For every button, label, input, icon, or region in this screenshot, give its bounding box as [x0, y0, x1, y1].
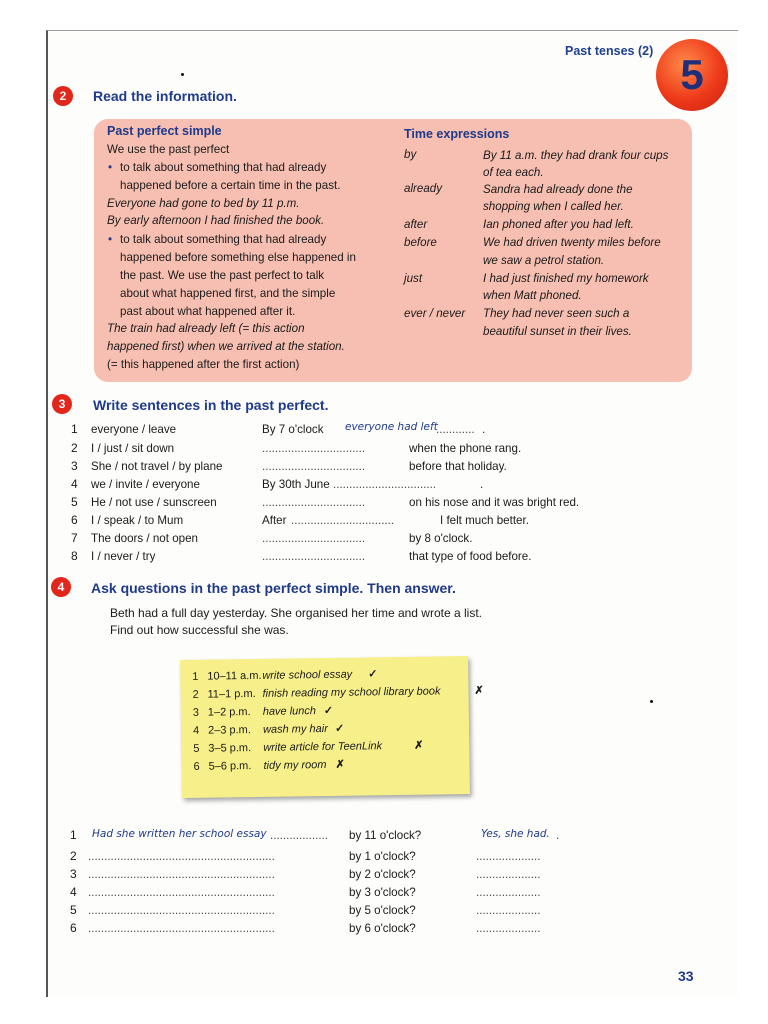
answer-blank: .................. [270, 829, 328, 842]
verb-prompt: I / just / sit down [91, 442, 175, 455]
exercise-number-badge: 3 [52, 394, 72, 414]
note-item-time: 1–2 p.m. [207, 706, 251, 719]
exercise-title: Read the information. [93, 88, 237, 104]
note-item-task: wash my hair [262, 722, 328, 736]
time-expression-word: already [404, 182, 443, 195]
exercise-number-badge: 4 [51, 577, 71, 597]
sentence-end: when the phone rang. [409, 442, 522, 455]
note-item-time: 11–1 p.m. [207, 687, 256, 701]
check-icon: ✓ [334, 722, 345, 735]
verb-prompt: She / not travel / by plane [91, 460, 223, 473]
grammar-text: happened before something else happened in [120, 251, 356, 264]
row-number: 4 [71, 477, 78, 491]
row-number: 4 [70, 885, 77, 899]
row-number: 3 [70, 867, 77, 881]
question-blank[interactable]: .......................................................... [88, 904, 275, 917]
note-item-time: 2–3 p.m. [207, 724, 251, 737]
handwritten-question[interactable]: Had she written her school essay [92, 828, 267, 840]
time-expression-word: before [404, 236, 437, 249]
handwritten-answer[interactable]: everyone had left [345, 421, 438, 433]
verb-prompt: everyone / leave [91, 423, 177, 436]
row-number: 5 [71, 495, 78, 509]
short-answer-blank[interactable]: .................... [476, 850, 541, 863]
sentence-start: By 7 o'clock [262, 423, 324, 436]
sticky-note-list [180, 656, 484, 798]
row-number: 5 [70, 903, 77, 917]
time-expression-word: just [404, 272, 423, 285]
grammar-text: the past. We use the past perfect to talk [120, 269, 325, 282]
note-item-time: 10–11 a.m. [207, 669, 262, 683]
sentence-end: by 8 o'clock. [409, 532, 473, 545]
question-blank[interactable]: .......................................................... [88, 850, 275, 863]
note-item-number: 6 [193, 760, 200, 773]
handwritten-answer[interactable]: Yes, she had. [481, 828, 550, 840]
sentence-end: . [480, 478, 484, 491]
page-number: 33 [678, 968, 694, 984]
sentence-start: After [262, 514, 287, 527]
verb-prompt: we / invite / everyone [91, 478, 200, 491]
time-expression-example: when Matt phoned. [483, 289, 582, 302]
sentence-end: I felt much better. [440, 514, 529, 527]
bullet-icon: • [108, 233, 113, 246]
note-item-time: 3–5 p.m. [208, 742, 252, 755]
grammar-text: happened before a certain time in the past. [120, 179, 341, 192]
time-expression-example: We had driven twenty miles before [483, 236, 661, 249]
grammar-example: happened first) when we arrived at the station. [107, 340, 345, 353]
answer-blank[interactable]: ................................ [291, 514, 395, 527]
verb-prompt: The doors / not open [91, 532, 198, 545]
sentence-start: By 30th June [262, 478, 330, 491]
grammar-heading: Past perfect simple [107, 124, 222, 138]
row-number: 7 [71, 531, 78, 545]
grammar-text: (= this happened after the first action) [107, 358, 300, 371]
verb-prompt: I / speak / to Mum [91, 514, 184, 527]
time-suffix: by 11 o'clock? [349, 829, 422, 842]
short-answer-blank[interactable]: .................... [476, 904, 541, 917]
time-expression-example: beautiful sunset in their lives. [483, 325, 632, 338]
exercise-title: Write sentences in the past perfect. [93, 397, 329, 413]
section-title: Past tenses (2) [565, 44, 654, 58]
answer-blank[interactable]: ................................ [333, 478, 437, 491]
row-number: 8 [71, 549, 78, 563]
question-blank[interactable]: .......................................................... [88, 868, 275, 881]
time-suffix: by 2 o'clock? [349, 868, 416, 881]
time-suffix: by 1 o'clock? [349, 850, 416, 863]
time-expression-word: after [404, 218, 428, 231]
row-number: 3 [71, 459, 78, 473]
row-number: 1 [71, 422, 78, 436]
answer-blank: ............ [436, 423, 475, 436]
verb-prompt: I / never / try [91, 550, 156, 563]
cross-icon: ✗ [335, 758, 345, 771]
time-expression-example: of tea each. [483, 166, 544, 179]
sentence-end: that type of food before. [409, 550, 532, 563]
note-item-task: write school essay [262, 668, 353, 682]
row-number: 1 [70, 828, 77, 842]
answer-end: . [556, 829, 560, 842]
grammar-text: to talk about something that had already [120, 233, 327, 246]
time-suffix: by 5 o'clock? [349, 904, 416, 917]
time-expression-example: we saw a petrol station. [483, 254, 605, 267]
note-item-number: 2 [192, 688, 199, 701]
note-item-number: 3 [192, 706, 199, 719]
grammar-example: The train had already left (= this action [107, 322, 305, 335]
question-blank[interactable]: .......................................................... [88, 922, 275, 935]
exercise-title: Ask questions in the past perfect simple. Then answer. [91, 580, 456, 596]
answer-blank[interactable]: ................................ [262, 532, 366, 545]
row-number: 6 [70, 921, 77, 935]
time-expression-example: shopping when I called her. [483, 200, 624, 213]
grammar-text: past about what happened after it. [120, 305, 296, 318]
instruction-text: Beth had a full day yesterday. She organised her time and wrote a list. [110, 606, 482, 620]
exercise-number-badge: 2 [53, 86, 73, 106]
row-number: 6 [71, 513, 78, 527]
grammar-text: We use the past perfect [107, 143, 230, 156]
note-item-task: finish reading my school library book [262, 685, 441, 700]
speck-mark [650, 700, 653, 703]
sentence-end: on his nose and it was bright red. [409, 496, 580, 509]
instruction-text: Find out how successful she was. [110, 623, 289, 637]
time-expression-example: I had just finished my homework [483, 272, 649, 285]
time-expressions-heading: Time expressions [404, 127, 510, 141]
note-item-number: 5 [193, 742, 200, 755]
grammar-example: Everyone had gone to bed by 11 p.m. [107, 197, 300, 210]
short-answer-blank[interactable]: .................... [476, 922, 541, 935]
note-item-task: write article for TeenLink [263, 740, 383, 754]
time-expression-example: By 11 a.m. they had drank four cups [483, 149, 669, 162]
grammar-text: about what happened first, and the simple [120, 287, 336, 300]
note-item-number: 4 [192, 724, 200, 737]
sentence-end: before that holiday. [409, 460, 507, 473]
answer-blank[interactable]: ................................ [262, 496, 366, 509]
unit-badge [656, 39, 728, 111]
time-expression-example: They had never seen such a [483, 307, 630, 320]
answer-blank[interactable]: ................................ [262, 550, 366, 563]
time-expression-word: ever / never [404, 307, 466, 320]
time-expression-word: by [404, 148, 417, 161]
sentence-end: . [482, 423, 486, 436]
speck-mark [181, 73, 184, 76]
verb-prompt: He / not use / sunscreen [91, 496, 217, 509]
cross-icon: ✗ [414, 739, 424, 752]
question-blank[interactable]: .......................................................... [88, 886, 275, 899]
time-suffix: by 3 o'clock? [349, 886, 416, 899]
time-expression-example: Ian phoned after you had left. [483, 218, 634, 231]
row-number: 2 [70, 849, 77, 863]
grammar-example: By early afternoon I had finished the book. [107, 214, 325, 227]
unit-number: 5 [680, 51, 704, 98]
time-suffix: by 6 o'clock? [349, 922, 416, 935]
note-item-task: have lunch [262, 705, 317, 718]
note-item-task: tidy my room [263, 758, 327, 772]
check-icon: ✓ [368, 668, 378, 681]
note-item-time: 5–6 p.m. [208, 760, 252, 773]
bullet-icon: • [108, 161, 113, 174]
check-icon: ✓ [323, 704, 334, 718]
row-number: 2 [71, 441, 78, 455]
time-expression-example: Sandra had already done the [483, 183, 633, 196]
note-item-number: 1 [192, 670, 199, 683]
short-answer-blank[interactable]: .................... [476, 868, 541, 881]
cross-icon: ✗ [474, 684, 484, 697]
short-answer-blank[interactable]: .................... [476, 886, 541, 899]
grammar-text: to talk about something that had already [120, 161, 327, 174]
answer-blank[interactable]: ................................ [262, 460, 366, 473]
answer-blank[interactable]: ................................ [262, 442, 366, 455]
